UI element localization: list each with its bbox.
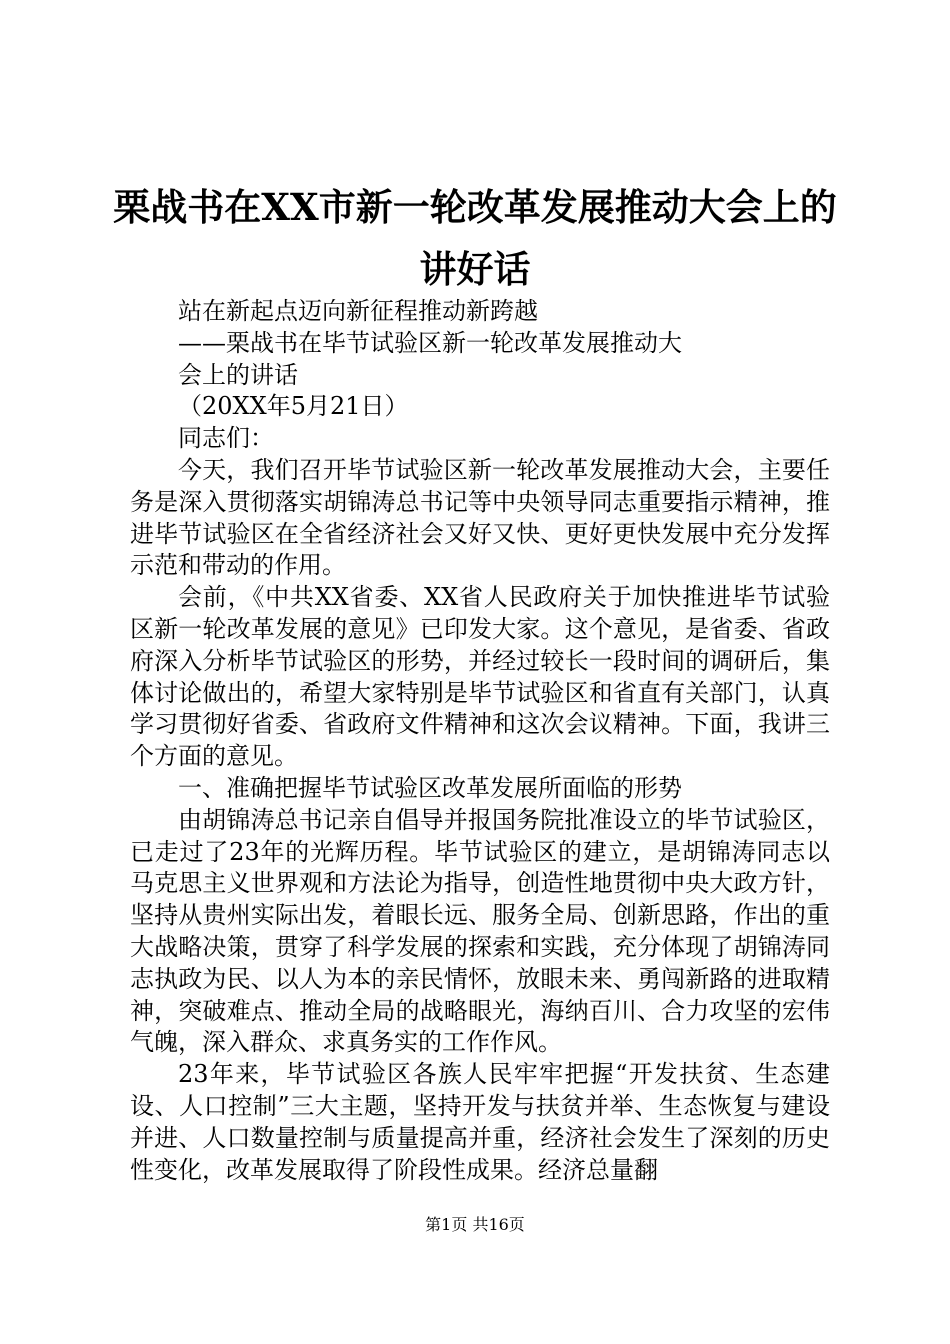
paragraph: 23年来，毕节试验区各族人民牢牢把握“开发扶贫、生态建设、人口控制”三大主题，坚持开发与扶贫并举、生态恢复与建设并进、人口数量控制与质量提高并重，经济社会发生了深刻的历史性变化，改革发展取得了阶段性成果。经济总量翻 (130, 1060, 830, 1184)
byline-line-2: 会上的讲话 (178, 360, 298, 389)
page-number-footer: 第1页 共16页 (425, 1215, 525, 1234)
subtitle: 站在新起点迈向新征程推动新跨越 (178, 297, 538, 325)
paragraph: 会前，《中共XX省委、XX省人民政府关于加快推进毕节试验区新一轮改革发展的意见》已印发大家。这个意见，是省委、省政府深入分析毕节试验区的形势，并经过较长一段时间的调研后，集体讨论做出的，希望大家特别是毕节试验区和省直有关部门，认真学习贯彻好省委、省政府文件精神和这次会议精神。下面，我讲三个方面的意见。 (130, 583, 830, 771)
paragraph: 今天，我们召开毕节试验区新一轮改革发展推动大会，主要任务是深入贯彻落实胡锦涛总书记等中央领导同志重要指示精神，推进毕节试验区在全省经济社会又好又快、更好更快发展中充分发挥示范和带动的作用。 (130, 455, 830, 580)
speech-date: （20XX年5月21日） (178, 392, 409, 421)
document-title-line-1: 栗战书在XX市新一轮改革发展推动大会上的 (113, 185, 837, 229)
byline-line-1: ——栗战书在毕节试验区新一轮改革发展推动大 (178, 328, 682, 357)
document-body (130, 296, 830, 1186)
paragraph: 由胡锦涛总书记亲自倡导并报国务院批准设立的毕节试验区，已走过了23年的光辉历程。毕节试验区的建立，是胡锦涛同志以马克思主义世界观和方法论为指导，创造性地贯彻中央大政方针，坚持从贵州实际出发，着眼长远、服务全局、创新思路，作出的重大战略决策，贯穿了科学发展的探索和实践，充分体现了胡锦涛同志执政为民、以人为本的亲民情怀，放眼未来、勇闯新路的进取精神，突破难点、推动全局的战略眼光，海纳百川、合力攻坚的宏伟气魄，深入群众、求真务实的工作作风。 (130, 805, 830, 1057)
salutation: 同志们： (178, 424, 274, 453)
document-title-line-2: 讲好话 (419, 247, 531, 291)
section-heading: 一、准确把握毕节试验区改革发展所面临的形势 (178, 773, 682, 802)
